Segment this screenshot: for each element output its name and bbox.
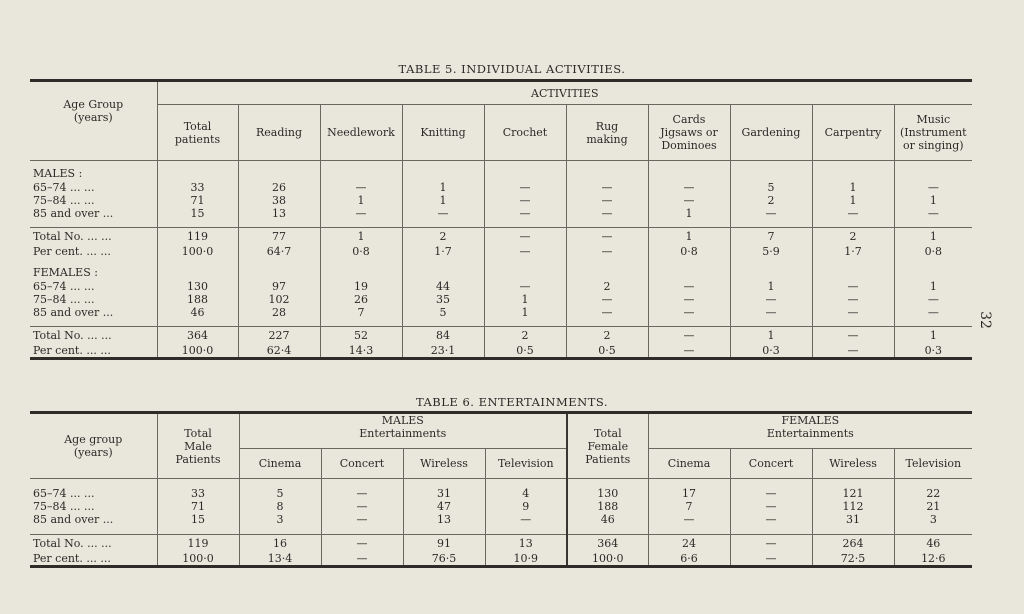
table-cell: — — [402, 207, 484, 220]
table6-entertainments — [30, 411, 972, 568]
table-cell: 227 — [238, 327, 320, 344]
table-cell: 1 — [648, 228, 730, 245]
table-cell: — — [812, 293, 894, 306]
table-cell: — — [566, 245, 648, 258]
table-cell: — — [894, 306, 972, 319]
table-cell: — — [321, 552, 403, 567]
table-cell: 19 — [320, 280, 402, 293]
row-label: Total No. ... ... — [30, 228, 157, 245]
male-wireless-header: Wireless — [403, 449, 485, 479]
table-cell: 1 — [730, 280, 812, 293]
table-row — [30, 487, 972, 500]
table-cell: 112 — [812, 500, 894, 513]
age-group-header: Age Group (years) — [63, 98, 124, 124]
activity-column-header: Needlework — [320, 105, 402, 161]
table-cell: 130 — [567, 487, 648, 500]
table-cell: 10·9 — [485, 552, 567, 567]
row-label: Per cent. ... ... — [30, 344, 157, 359]
table-cell: 35 — [402, 293, 484, 306]
table-row — [30, 181, 972, 194]
table-cell: 188 — [157, 293, 238, 306]
table-cell: — — [321, 513, 403, 526]
table-cell: — — [812, 344, 894, 359]
row-label: Total No. ... ... — [30, 327, 157, 344]
table-cell: 5·9 — [730, 245, 812, 258]
table-cell: 1 — [730, 327, 812, 344]
table-cell: 364 — [567, 535, 648, 552]
table-cell: 47 — [403, 500, 485, 513]
table-cell: — — [648, 280, 730, 293]
table-cell: — — [730, 552, 812, 567]
males-entertainments-header: MALES Entertainments — [239, 413, 567, 449]
table-cell: — — [648, 327, 730, 344]
table-cell: 2 — [566, 327, 648, 344]
table-cell: 71 — [157, 500, 239, 513]
table-row — [30, 280, 972, 293]
table-cell: 0·8 — [894, 245, 972, 258]
table-cell: 14·3 — [320, 344, 402, 359]
table-row — [30, 194, 972, 207]
table-cell: 1·7 — [812, 245, 894, 258]
table-cell: 16 — [239, 535, 321, 552]
table-cell: — — [730, 306, 812, 319]
table-cell: 22 — [894, 487, 972, 500]
table-cell: 46 — [567, 513, 648, 526]
table-row — [30, 293, 972, 306]
table-cell: — — [730, 500, 812, 513]
table-cell: — — [321, 500, 403, 513]
row-label: Per cent. ... ... — [30, 552, 157, 567]
table-cell: 13 — [485, 535, 567, 552]
male-concert-header: Concert — [321, 449, 403, 479]
table-cell: 17 — [648, 487, 730, 500]
table-cell: 31 — [403, 487, 485, 500]
table-cell: 72·5 — [812, 552, 894, 567]
table-cell: 2 — [566, 280, 648, 293]
table5-title: TABLE 5. INDIVIDUAL ACTIVITIES. — [398, 62, 626, 76]
table-cell: — — [484, 194, 566, 207]
table-cell: 13 — [403, 513, 485, 526]
table-cell: 71 — [157, 194, 238, 207]
table-cell: — — [730, 487, 812, 500]
table-cell: 1 — [812, 194, 894, 207]
table6-title: TABLE 6. ENTERTAINMENTS. — [415, 395, 609, 409]
table-cell: — — [566, 181, 648, 194]
table-cell: 38 — [238, 194, 320, 207]
total-female-patients-header: Total Female Patients — [567, 413, 648, 479]
table-cell: 119 — [157, 535, 239, 552]
table-cell: 100·0 — [157, 245, 238, 258]
table-cell: — — [320, 207, 402, 220]
table-cell: 0·8 — [648, 245, 730, 258]
table-cell: — — [321, 487, 403, 500]
activity-column-header: Reading — [238, 105, 320, 161]
table-cell: 44 — [402, 280, 484, 293]
table-cell: 97 — [238, 280, 320, 293]
table-cell: 13·4 — [239, 552, 321, 567]
activity-column-header: Gardening — [730, 105, 812, 161]
table-cell: — — [812, 207, 894, 220]
section-label: MALES : — [33, 167, 83, 180]
table-cell: — — [648, 513, 730, 526]
table-cell: 84 — [402, 327, 484, 344]
age-group-header: Age group (years) — [64, 433, 123, 459]
row-label: 65–74 ... ... — [33, 279, 95, 293]
table-cell: 1 — [320, 228, 402, 245]
activity-column-header: Music (Instrument or singing) — [894, 105, 972, 161]
table-cell: 100·0 — [567, 552, 648, 567]
table-cell: 1 — [648, 207, 730, 220]
table-cell: 76·5 — [403, 552, 485, 567]
table-cell: 1 — [894, 280, 972, 293]
table-cell: — — [320, 181, 402, 194]
table-cell: 2 — [730, 194, 812, 207]
table-cell: — — [648, 181, 730, 194]
female-concert-header: Concert — [730, 449, 812, 479]
male-cinema-header: Cinema — [239, 449, 321, 479]
table-row — [30, 245, 972, 258]
row-label: 65–74 ... ... — [33, 486, 95, 500]
table-cell: 24 — [648, 535, 730, 552]
table-row — [30, 207, 972, 220]
table-cell: — — [648, 194, 730, 207]
table-cell: 28 — [238, 306, 320, 319]
table-cell: 1 — [402, 194, 484, 207]
table-cell: — — [484, 228, 566, 245]
table-cell: 119 — [157, 228, 238, 245]
table-cell: 264 — [812, 535, 894, 552]
row-label: 85 and over ... — [33, 305, 114, 319]
table-cell: — — [894, 181, 972, 194]
table-cell: 5 — [730, 181, 812, 194]
table-cell: 1 — [812, 181, 894, 194]
table-cell: 33 — [157, 181, 238, 194]
table-row — [30, 513, 972, 526]
table-cell: 188 — [567, 500, 648, 513]
table-cell: 2 — [402, 228, 484, 245]
table-cell: — — [648, 306, 730, 319]
table-cell: — — [730, 207, 812, 220]
table-cell: — — [566, 194, 648, 207]
table-cell: 3 — [239, 513, 321, 526]
table-cell: — — [894, 207, 972, 220]
table-cell: 91 — [403, 535, 485, 552]
table-cell: 1 — [320, 194, 402, 207]
table-row — [30, 535, 972, 552]
table-cell: 1 — [894, 228, 972, 245]
female-wireless-header: Wireless — [812, 449, 894, 479]
table-cell: — — [566, 228, 648, 245]
table-cell: 0·3 — [894, 344, 972, 359]
activity-column-header: Crochet — [484, 105, 566, 161]
row-label: 65–74 ... ... — [33, 180, 95, 194]
table-cell: 62·4 — [238, 344, 320, 359]
female-television-header: Television — [894, 449, 972, 479]
table-cell: 1 — [894, 194, 972, 207]
table-cell: 46 — [157, 306, 238, 319]
table-cell: 12·6 — [894, 552, 972, 567]
table-cell: — — [648, 344, 730, 359]
table-row — [30, 306, 972, 319]
table-cell: 1·7 — [402, 245, 484, 258]
activity-column-header: Rug making — [566, 105, 648, 161]
table-cell: — — [566, 293, 648, 306]
table-cell: — — [730, 535, 812, 552]
table-cell: 100·0 — [157, 552, 239, 567]
page-number: 32 — [976, 311, 993, 329]
table-cell: 130 — [157, 280, 238, 293]
table-cell: — — [730, 513, 812, 526]
table-cell: — — [321, 535, 403, 552]
table-cell: 31 — [812, 513, 894, 526]
table-cell: — — [812, 327, 894, 344]
row-label: 75–84 ... ... — [33, 193, 95, 207]
table-cell: 0·8 — [320, 245, 402, 258]
table-cell: 46 — [894, 535, 972, 552]
table-cell: 23·1 — [402, 344, 484, 359]
activity-column-header: Cards Jigsaws or Dominoes — [648, 105, 730, 161]
table-cell: 2 — [812, 228, 894, 245]
table-cell: — — [484, 181, 566, 194]
table-cell: 1 — [484, 306, 566, 319]
table-cell: 7 — [730, 228, 812, 245]
female-cinema-header: Cinema — [648, 449, 730, 479]
row-label: 85 and over ... — [33, 206, 114, 220]
table-cell: — — [648, 293, 730, 306]
table-cell: 100·0 — [157, 344, 238, 359]
table-cell: 77 — [238, 228, 320, 245]
activity-column-header: Total patients — [157, 105, 238, 161]
table-cell: — — [485, 513, 567, 526]
table-cell: — — [566, 306, 648, 319]
table-row — [30, 344, 972, 359]
table-cell: 26 — [238, 181, 320, 194]
table-cell: 2 — [484, 327, 566, 344]
table-cell: — — [894, 293, 972, 306]
table-cell: 52 — [320, 327, 402, 344]
table-cell: 13 — [238, 207, 320, 220]
row-label: 75–84 ... ... — [33, 292, 95, 306]
table-row — [30, 500, 972, 513]
activity-column-header: Knitting — [402, 105, 484, 161]
table-cell: 1 — [484, 293, 566, 306]
table-cell: 7 — [320, 306, 402, 319]
table-cell: 4 — [485, 487, 567, 500]
table-cell: 33 — [157, 487, 239, 500]
table-cell: — — [484, 207, 566, 220]
table-cell: 8 — [239, 500, 321, 513]
table-cell: 26 — [320, 293, 402, 306]
table-cell: 5 — [239, 487, 321, 500]
table-cell: — — [730, 293, 812, 306]
row-label: 75–84 ... ... — [33, 499, 95, 513]
table-cell: 15 — [157, 513, 239, 526]
females-entertainments-header: FEMALES Entertainments — [648, 413, 972, 449]
row-label: Total No. ... ... — [30, 535, 157, 552]
table-cell: 9 — [485, 500, 567, 513]
row-label: Per cent. ... ... — [33, 244, 111, 258]
table-cell: 0·5 — [484, 344, 566, 359]
table-cell: 5 — [402, 306, 484, 319]
table-cell: 364 — [157, 327, 238, 344]
table-cell: 7 — [648, 500, 730, 513]
table-cell: 64·7 — [238, 245, 320, 258]
section-label: FEMALES : — [33, 266, 98, 279]
table-cell: 121 — [812, 487, 894, 500]
table-cell: — — [484, 245, 566, 258]
table5-individual-activities — [30, 79, 972, 360]
table-cell: — — [484, 280, 566, 293]
table-cell: 1 — [402, 181, 484, 194]
activities-header: ACTIVITIES — [157, 81, 972, 105]
table-row — [30, 228, 972, 245]
table-cell: 3 — [894, 513, 972, 526]
table-cell: 0·5 — [566, 344, 648, 359]
activity-column-header: Carpentry — [812, 105, 894, 161]
table-cell: 1 — [894, 327, 972, 344]
table-cell: — — [812, 306, 894, 319]
table-cell: — — [812, 280, 894, 293]
table-cell: 15 — [157, 207, 238, 220]
table-cell: 6·6 — [648, 552, 730, 567]
table-row — [30, 327, 972, 344]
table-cell: 0·3 — [730, 344, 812, 359]
table-cell: 102 — [238, 293, 320, 306]
table-cell: — — [566, 207, 648, 220]
male-television-header: Television — [485, 449, 567, 479]
total-male-patients-header: Total Male Patients — [157, 413, 239, 479]
table-row — [30, 552, 972, 567]
row-label: 85 and over ... — [33, 512, 114, 526]
table-cell: 21 — [894, 500, 972, 513]
